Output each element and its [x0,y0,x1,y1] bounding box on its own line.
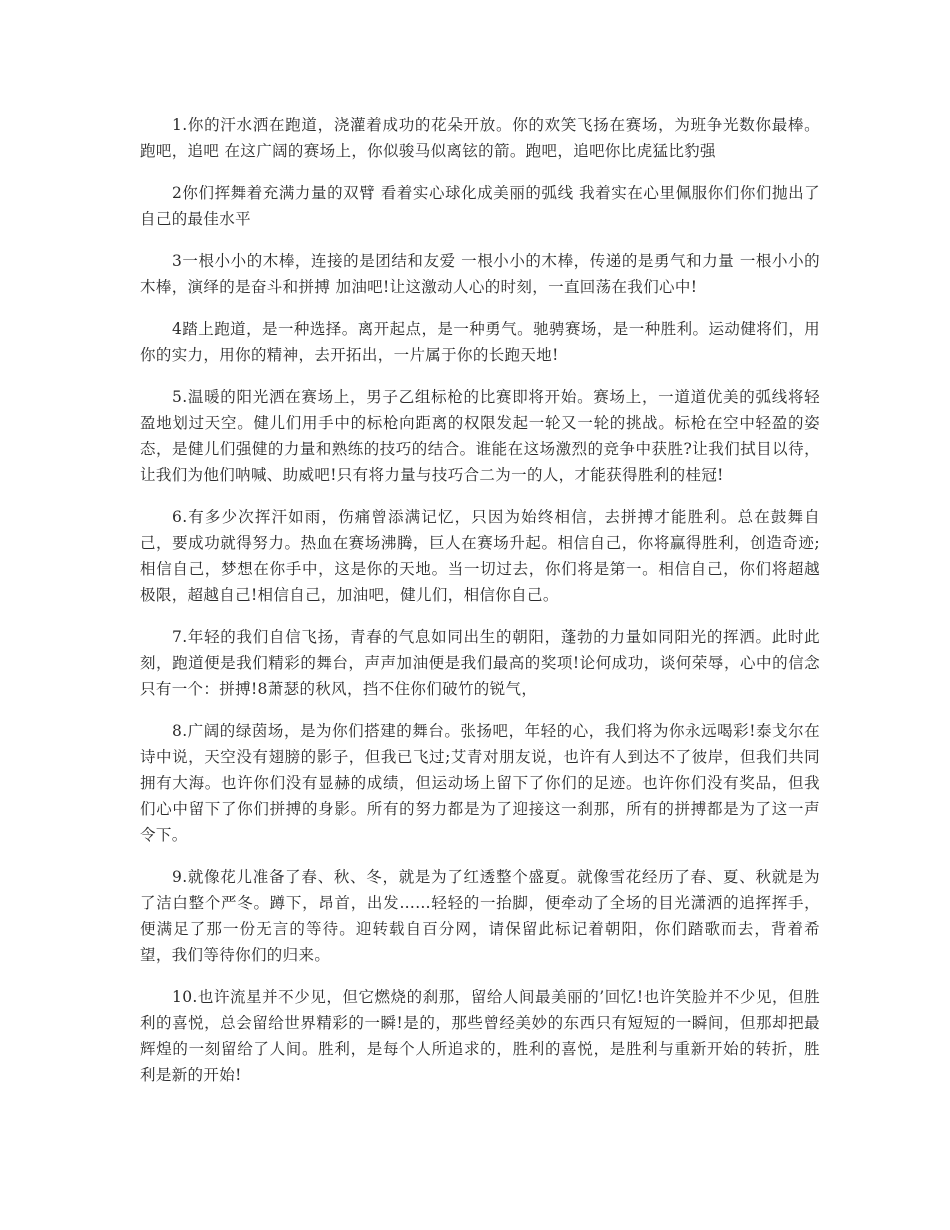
document-body [140,112,820,1104]
paragraph-4: 4踏上跑道，是一种选择。离开起点，是一种勇气。驰骋赛场，是一种胜利。运动健将们，用你的实力，用你的精神，去开拓出，一片属于你的长跑天地! [140,320,820,364]
paragraph-6: 6.有多少次挥汗如雨，伤痛曾添满记忆，只因为始终相信，去拼搏才能胜利。总在鼓舞自己，要成功就得努力。热血在赛场沸腾，巨人在赛场升起。相信自己，你将赢得胜利，创造奇迹;相信自己，梦想在你手中，这是你的天地。当一切过去，你们将是第一。相信自己，你们将超越极限，超越自己!相信自己，加油吧，健儿们，相信你自己。 [140,508,820,604]
paragraph-10: 10.也许流星并不少见，但它燃烧的刹那，留给人间最美丽的’回忆!也许笑脸并不少见，但胜利的喜悦，总会留给世界精彩的一瞬!是的，那些曾经美妙的东西只有短短的一瞬间，但那却把最辉煌的一刻留给了人间。胜利，是每个人所追求的，胜利的喜悦，是胜利与重新开始的转折，胜利是新的开始! [140,988,820,1084]
paragraph-5: 5.温暖的阳光洒在赛场上，男子乙组标枪的比赛即将开始。赛场上，一道道优美的弧线将轻盈地划过天空。健儿们用手中的标枪向距离的权限发起一轮又一轮的挑战。标枪在空中轻盈的姿态，是健儿们强健的力量和熟练的技巧的结合。谁能在这场激烈的竞争中获胜?让我们拭目以待，让我们为他们呐喊、助威吧!只有将力量与技巧合二为一的人，才能获得胜利的桂冠! [140,388,820,484]
paragraph-9: 9.就像花儿准备了春、秋、冬，就是为了红透整个盛夏。就像雪花经历了春、夏、秋就是为了洁白整个严冬。蹲下，昂首，出发……轻轻的一抬脚，便牵动了全场的目光潇洒的追挥挥手，便满足了那一份无言的等待。迎转载自百分网，请保留此标记着朝阳，你们踏歌而去，背着希望，我们等待你们的归来。 [140,868,820,964]
paragraph-7: 7.年轻的我们自信飞扬，青春的气息如同出生的朝阳，蓬勃的力量如同阳光的挥洒。此时此刻，跑道便是我们精彩的舞台，声声加油便是我们最高的奖项!论何成功，谈何荣辱，心中的信念只有一个：拼搏!8萧瑟的秋风，挡不住你们破竹的锐气， [140,628,820,698]
paragraph-8: 8.广阔的绿茵场，是为你们搭建的舞台。张扬吧，年轻的心，我们将为你永远喝彩!泰戈尔在诗中说，天空没有翅膀的影子，但我已飞过;艾青对朋友说，也许有人到达不了彼岸，但我们共同拥有大海。也许你们没有显赫的成绩，但运动场上留下了你们的足迹。也许你们没有奖品，但我们心中留下了你们拼搏的身影。所有的努力都是为了迎接这一刹那，所有的拼搏都是为了这一声令下。 [140,722,820,844]
paragraph-3: 3一根小小的木棒，连接的是团结和友爱 一根小小的木棒，传递的是勇气和力量 一根小小的木棒，演绎的是奋斗和拼搏 加油吧!让这激动人心的时刻，一直回荡在我们心中! [140,252,820,296]
paragraph-2: 2你们挥舞着充满力量的双臂 看着实心球化成美丽的弧线 我着实在心里佩服你们你们抛出了自己的最佳水平 [140,184,820,228]
paragraph-1: 1.你的汗水洒在跑道，浇灌着成功的花朵开放。你的欢笑飞扬在赛场，为班争光数你最棒。跑吧，追吧 在这广阔的赛场上，你似骏马似离铉的箭。跑吧，追吧你比虎猛比豹强 [140,116,820,160]
